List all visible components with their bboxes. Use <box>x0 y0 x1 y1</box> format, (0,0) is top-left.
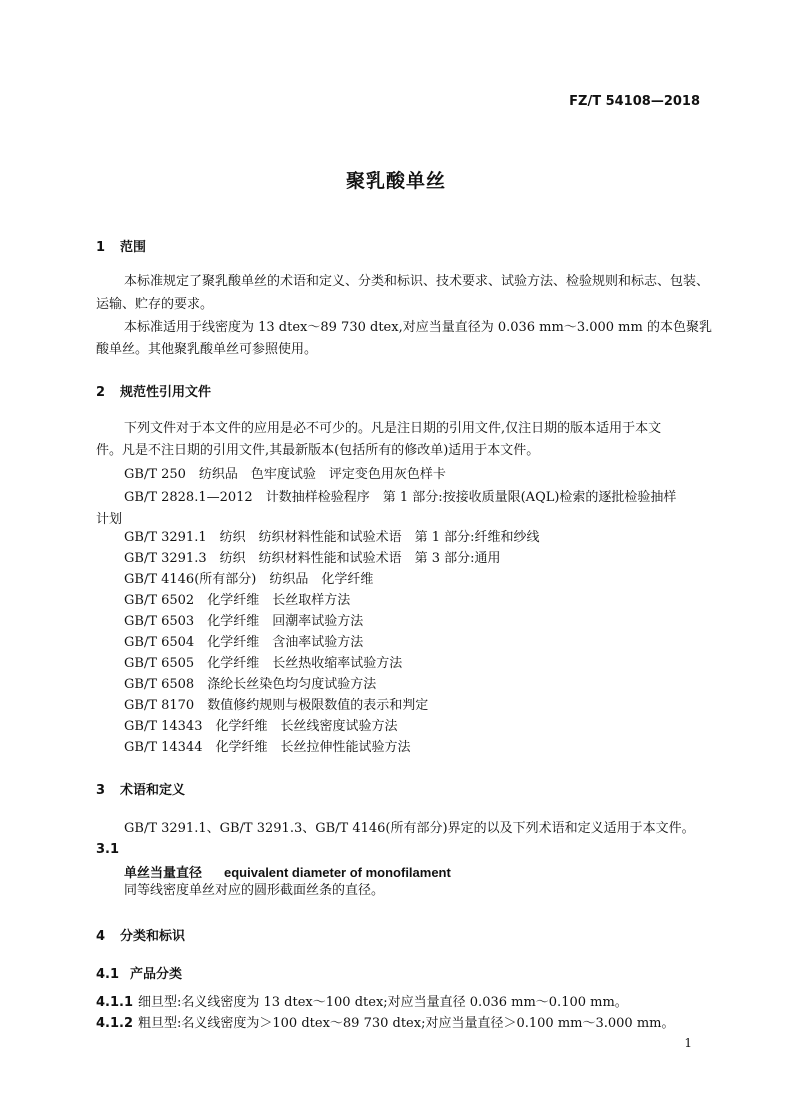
term-number: 3.1 <box>96 842 120 857</box>
paragraph-line: GB/T 3291.1、GB/T 3291.3、GB/T 4146(所有部分)界定的以及下列术语和定义适用于本文件。 <box>124 821 695 836</box>
reference-item: GB/T 4146(所有部分) 纺织品 化学纤维 <box>124 572 374 587</box>
reference-item: GB/T 2828.1—2012 计数抽样检验程序 第 1 部分:按接收质量限(AQL)检索的逐批检验抽样 <box>124 490 677 505</box>
reference-item: GB/T 3291.3 纺织 纺织材料性能和试验术语 第 3 部分:通用 <box>124 551 501 566</box>
reference-item-continuation: 计划 <box>96 512 123 527</box>
paragraph-line: 酸单丝。其他聚乳酸单丝可参照使用。 <box>96 342 318 357</box>
reference-item: GB/T 6504 化学纤维 含油率试验方法 <box>124 635 364 650</box>
section-number: 1 <box>96 240 106 255</box>
reference-item: GB/T 14343 化学纤维 长丝线密度试验方法 <box>124 719 398 734</box>
clause-4-1-2 <box>96 1013 674 1034</box>
paragraph-line: 下列文件对于本文件的应用是必不可少的。凡是注日期的引用文件,仅注日期的版本适用于本文 <box>124 421 662 436</box>
section-2-heading <box>96 381 211 400</box>
reference-item: GB/T 6503 化学纤维 回潮率试验方法 <box>124 614 364 629</box>
clause-text: 粗旦型:名义线密度为＞100 dtex～89 730 dtex;对应当量直径＞0.100 mm～3.000 mm。 <box>138 1016 675 1031</box>
section-title: 分类和标识 <box>120 929 186 944</box>
document-title: 聚乳酸单丝 <box>345 170 446 192</box>
clause-text: 细旦型:名义线密度为 13 dtex～100 dtex;对应当量直径 0.036 mm～0.100 mm。 <box>138 995 628 1010</box>
clause-number: 4.1.1 <box>96 995 134 1010</box>
reference-item: GB/T 3291.1 纺织 纺织材料性能和试验术语 第 1 部分:纤维和纱线 <box>124 530 540 545</box>
standard-code: FZ/T 54108—2018 <box>569 94 700 109</box>
section-number: 3 <box>96 783 106 798</box>
clause-number: 4.1.2 <box>96 1016 134 1031</box>
reference-item: GB/T 250 纺织品 色牢度试验 评定变色用灰色样卡 <box>124 467 446 482</box>
term-definition: 同等线密度单丝对应的圆形截面丝条的直径。 <box>124 883 385 898</box>
clause-4-1-1 <box>96 992 628 1013</box>
paragraph-line: 运输、贮存的要求。 <box>96 297 214 312</box>
section-number: 2 <box>96 385 106 400</box>
reference-item: GB/T 6508 涤纶长丝染色均匀度试验方法 <box>124 677 377 692</box>
paragraph-line: 本标准规定了聚乳酸单丝的术语和定义、分类和标识、技术要求、试验方法、检验规则和标志、包装、 <box>124 274 710 289</box>
section-title: 规范性引用文件 <box>120 385 212 400</box>
paragraph-line: 件。凡是不注日期的引用文件,其最新版本(包括所有的修改单)适用于本文件。 <box>96 443 540 458</box>
section-title: 范围 <box>120 240 147 255</box>
section-number: 4 <box>96 929 106 944</box>
reference-item: GB/T 8170 数值修约规则与极限数值的表示和判定 <box>124 698 429 713</box>
section-3-heading <box>96 779 185 798</box>
section-4-heading <box>96 925 185 944</box>
page-number: 1 <box>684 1036 692 1050</box>
section-1-heading <box>96 236 146 255</box>
subsection-number: 4.1 <box>96 967 120 982</box>
section-title: 术语和定义 <box>120 783 186 798</box>
term-entry <box>124 862 451 881</box>
term-english: equivalent diameter of monofilament <box>224 865 451 880</box>
subsection-title: 产品分类 <box>130 967 183 982</box>
reference-item: GB/T 6505 化学纤维 长丝热收缩率试验方法 <box>124 656 403 671</box>
paragraph-line: 本标准适用于线密度为 13 dtex～89 730 dtex,对应当量直径为 0.036 mm～3.000 mm 的本色聚乳 <box>124 320 712 335</box>
reference-item: GB/T 6502 化学纤维 长丝取样方法 <box>124 593 351 608</box>
reference-item: GB/T 14344 化学纤维 长丝拉伸性能试验方法 <box>124 740 411 755</box>
subsection-heading <box>96 963 182 982</box>
term-chinese: 单丝当量直径 <box>124 866 203 881</box>
